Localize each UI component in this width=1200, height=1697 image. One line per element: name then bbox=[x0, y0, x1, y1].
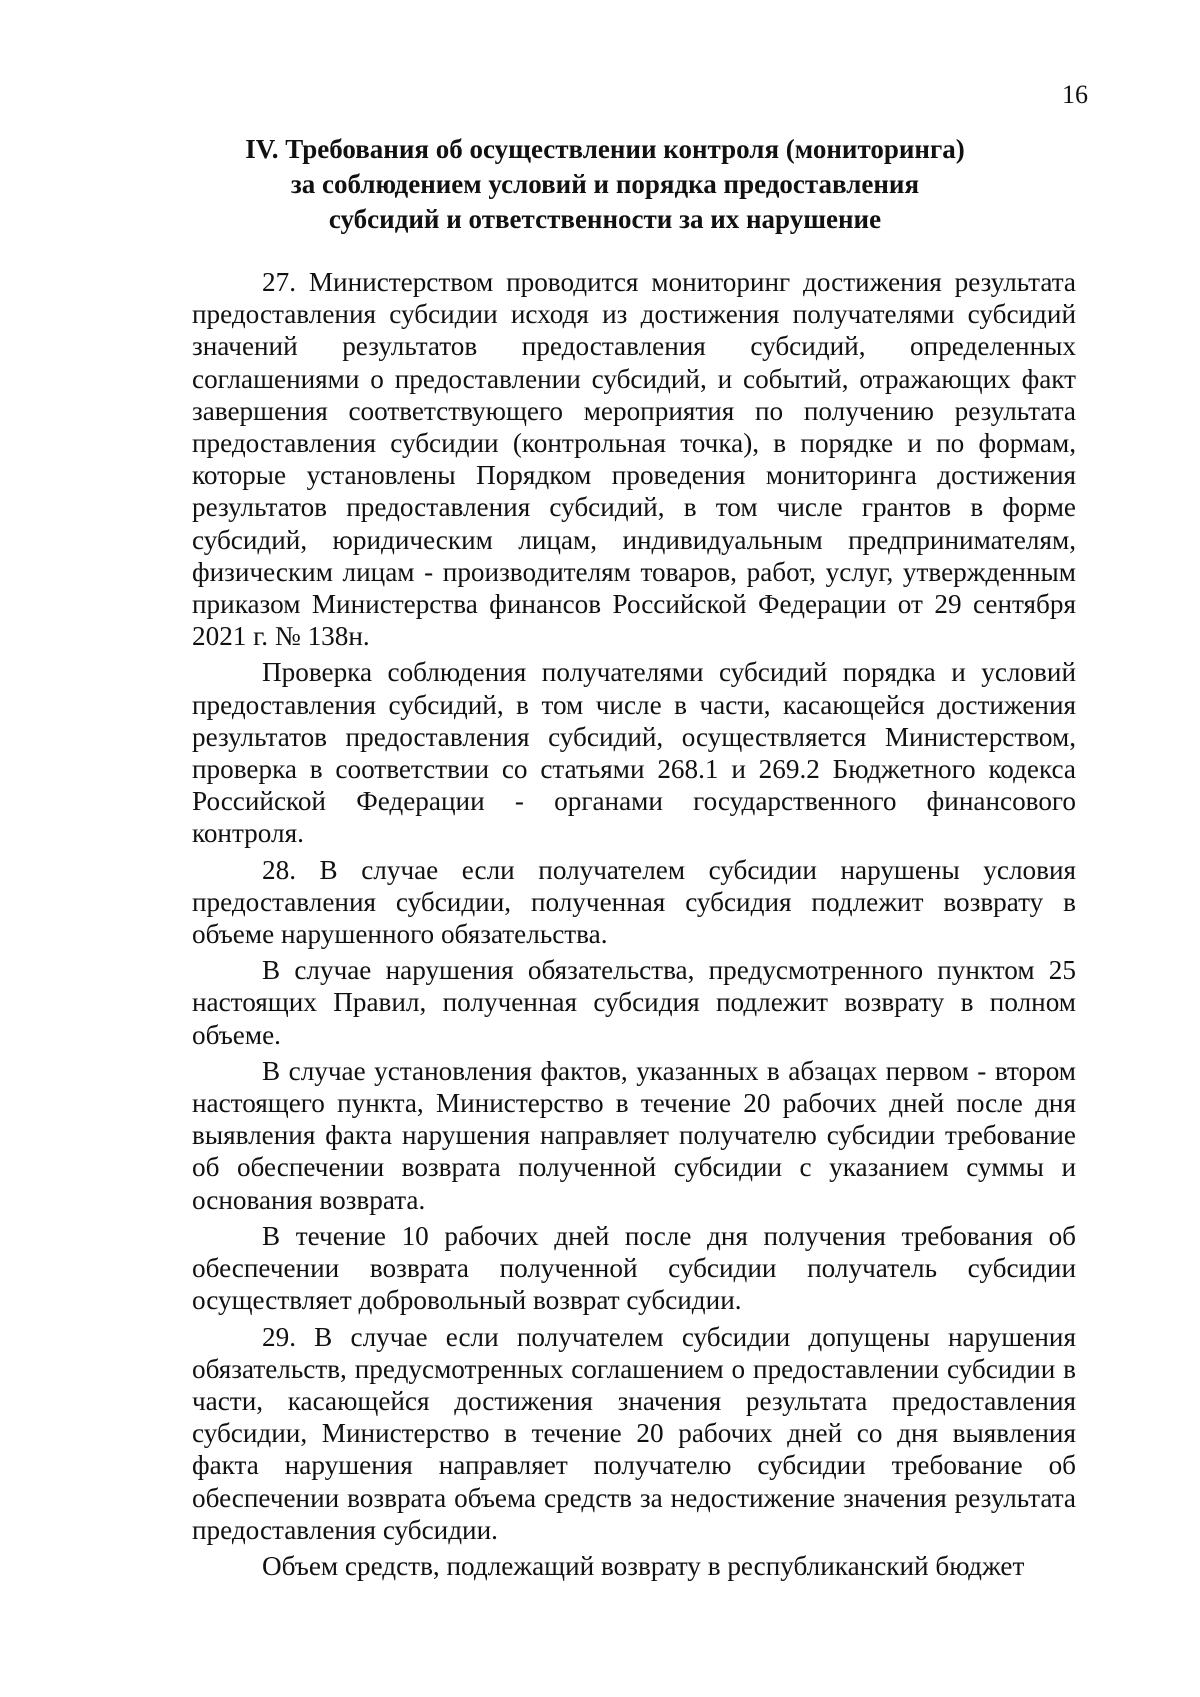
document-body bbox=[192, 266, 1076, 1582]
paragraph-verification: Проверка соблюдения получателями субсидий порядка и условий предоставления субсидий, в том числе в части, касающейся достижения результатов предоставления субсидий, осуществляется Министерством, проверка в соответствии со статьями 268.1 и 269.2 Бюджетного кодекса Российской Федерации - органами государственного финансового контроля. bbox=[192, 657, 1076, 849]
paragraph-return-volume: Объем средств, подлежащий возврату в республиканский бюджет bbox=[262, 1550, 1025, 1581]
section-heading-line: за соблюдением условий и порядка предоставления bbox=[290, 169, 920, 199]
paragraph-28: 28. В случае если получателем субсидии нарушены условия предоставления субсидии, полученная субсидия подлежит возврату в объеме нарушенного обязательства. bbox=[192, 854, 1076, 950]
section-heading bbox=[170, 132, 1040, 237]
paragraph-violation-25: В случае нарушения обязательства, предусмотренного пунктом 25 настоящих Правил, полученная субсидия подлежит возврату в полном объеме. bbox=[192, 955, 1076, 1050]
paragraph-voluntary-return: В течение 10 рабочих дней после дня получения требования об обеспечении возврата полученной субсидии получатель субсидии осуществляет добровольный возврат субсидии. bbox=[192, 1220, 1076, 1316]
page-number: 16 bbox=[1062, 80, 1088, 109]
paragraph-return-demand: В случае установления фактов, указанных в абзацах первом - втором настоящего пункта, Министерство в течение 20 рабочих дней после дня выявления факта нарушения направляет получателю субсидии требование об обеспечении возврата полученной субсидии с указанием суммы и основания возврата. bbox=[192, 1055, 1076, 1215]
paragraph-29: 29. В случае если получателем субсидии допущены нарушения обязательств, предусмотренных соглашением о предоставлении субсидии в части, касающейся достижения значения результата предоставления субсидии, Министерство в течение 20 рабочих дней со дня выявления факта нарушения направляет получателю субсидии требование об обеспечении возврата объема средств за недостижение значения результата предоставления субсидии. bbox=[192, 1321, 1076, 1545]
section-heading-line: IV. Требования об осуществлении контроля (мониторинга) bbox=[245, 134, 965, 164]
paragraph-27: 27. Министерством проводится мониторинг достижения результата предоставления субсидии исходя из достижения получателями субсидий значений результатов предоставления субсидий, определенных соглашениями о предоставлении субсидий, и событий, отражающих факт завершения соответствующего мероприятия по получению результата предоставления субсидии (контрольная точка), в порядке и по формам, которые установлены Порядком проведения мониторинга достижения результатов предоставления субсидий, в том числе грантов в форме субсидий, юридическим лицам, индивидуальным предпринимателям, физическим лицам - производителям товаров, работ, услуг, утвержденным приказом Министерства финансов Российской Федерации от 29 сентября 2021 г. № 138н. bbox=[192, 267, 1076, 652]
section-heading-line: субсидий и ответственности за их нарушение bbox=[328, 204, 882, 234]
